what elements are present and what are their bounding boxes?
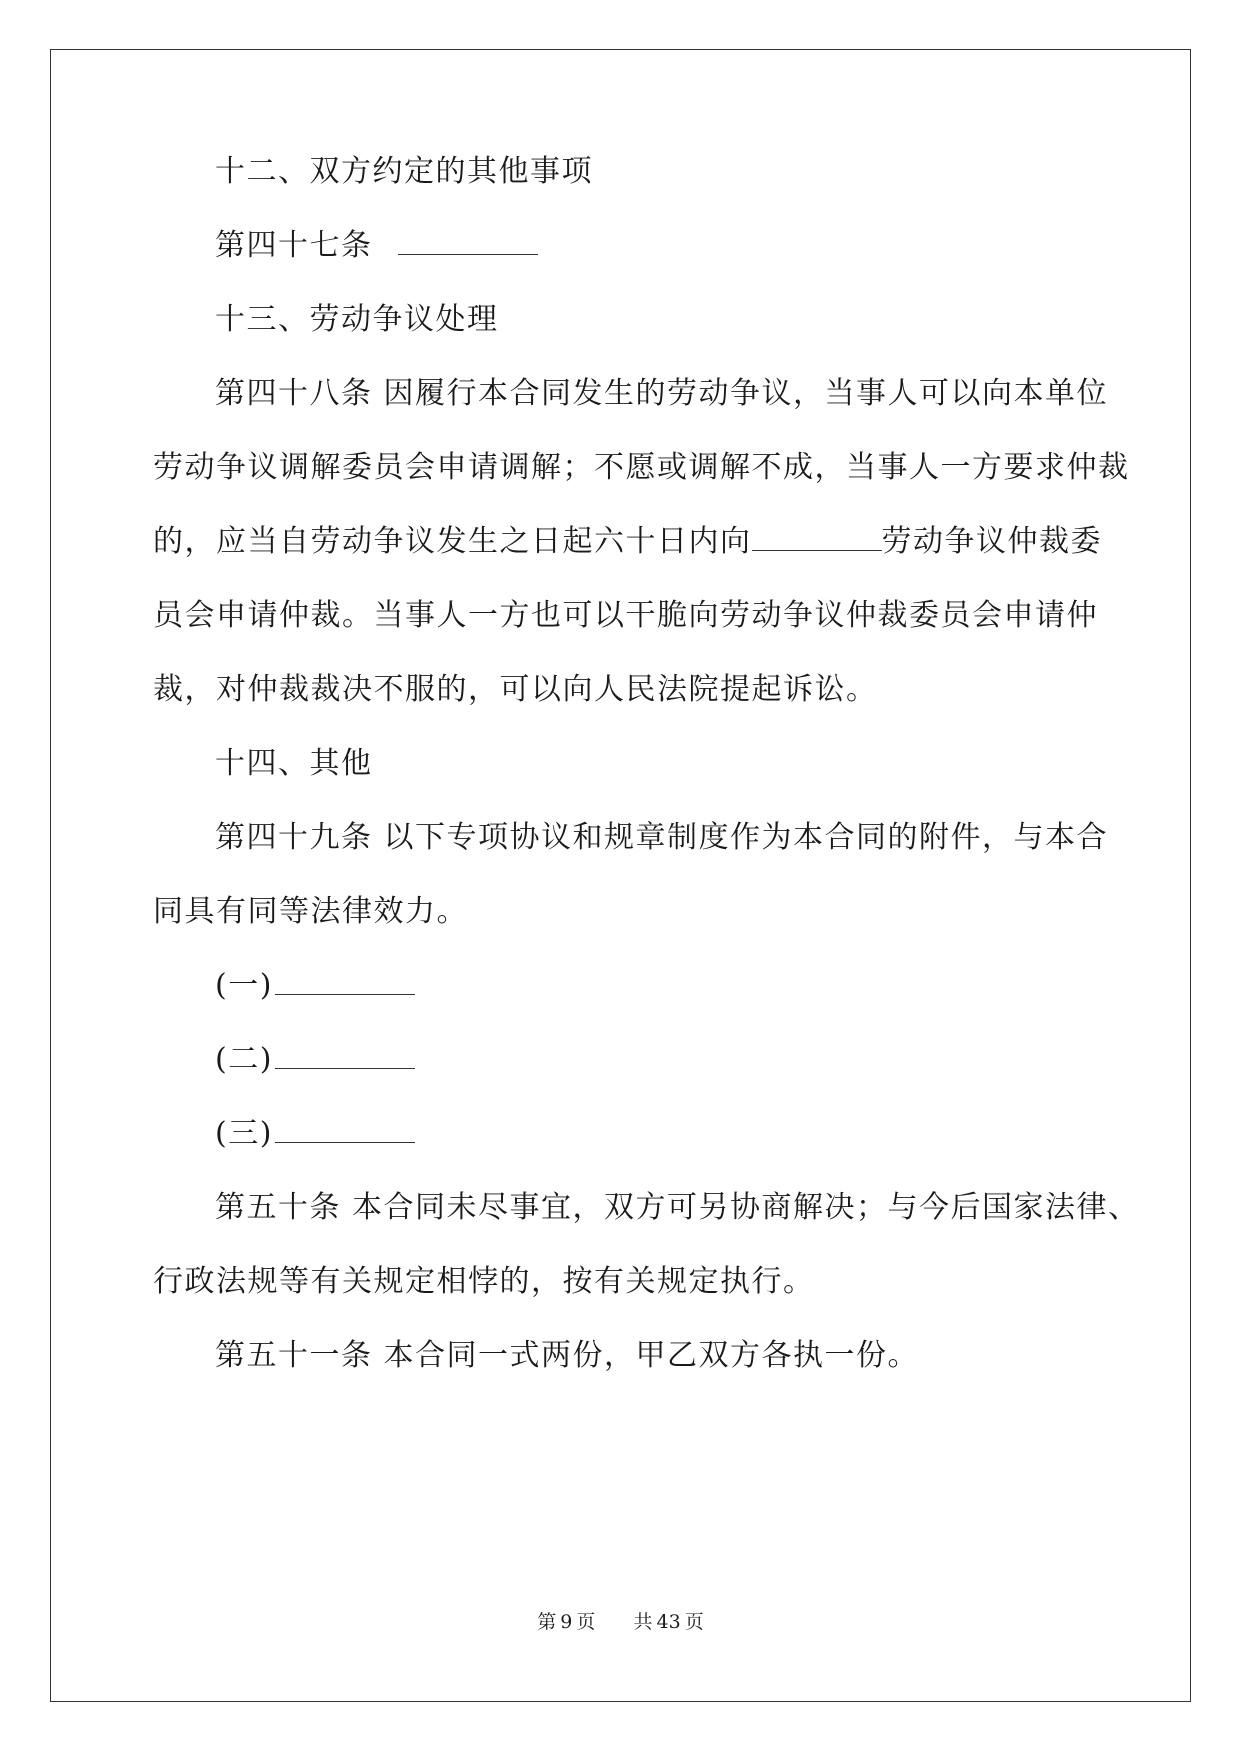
page-footer	[0, 1610, 1241, 1634]
annex-item-2	[215, 1040, 415, 1080]
annex-item-label: (三)	[215, 1116, 273, 1151]
page-border	[50, 49, 1191, 1702]
article-48-line-3	[153, 522, 1102, 562]
section-heading-12	[215, 152, 593, 192]
annex-item-1	[215, 966, 415, 1006]
article-48-line-5	[153, 670, 878, 710]
article-48-line-2	[153, 448, 1130, 488]
total-pages-indicator	[632, 1611, 706, 1633]
paragraph-text: 第五十一条 本合同一式两份，甲乙双方各执一份。	[215, 1338, 920, 1373]
annex-item-3	[215, 1114, 415, 1154]
article-50-line-1	[215, 1188, 1140, 1228]
section-heading-text: 十二、双方约定的其他事项	[215, 154, 593, 189]
annex-item-label: (一)	[215, 968, 273, 1003]
section-heading-14	[215, 744, 373, 784]
section-heading-13	[215, 300, 499, 340]
paragraph-text: 第四十九条 以下专项协议和规章制度作为本合同的附件，与本合	[215, 820, 1109, 855]
footer-text: 共	[633, 1611, 653, 1633]
article-49-line-2	[153, 892, 468, 932]
footer-text: 页	[684, 1611, 704, 1633]
arbitration-committee-blank[interactable]	[752, 522, 882, 551]
article-48-line-1	[215, 374, 1108, 414]
article-47-blank[interactable]	[398, 226, 538, 255]
paragraph-text: 第四十八条 因履行本合同发生的劳动争议，当事人可以向本单位	[215, 376, 1109, 411]
annex-item-label: (二)	[215, 1042, 273, 1077]
paragraph-text: 劳动争议调解委员会申请调解；不愿或调解不成，当事人一方要求仲裁	[153, 450, 1130, 485]
section-heading-text: 十三、劳动争议处理	[215, 302, 499, 337]
current-page-number: 9	[560, 1611, 573, 1633]
paragraph-text: 员会申请仲裁。当事人一方也可以干脆向劳动争议仲裁委员会申请仲	[153, 598, 1098, 633]
section-heading-text: 十四、其他	[215, 746, 373, 781]
paragraph-text: 第五十条 本合同未尽事宜，双方可另协商解决；与今后国家法律、	[215, 1190, 1140, 1225]
article-49-line-1	[215, 818, 1108, 858]
total-page-count: 43	[656, 1611, 681, 1633]
paragraph-text: 的，应当自劳动争议发生之日起六十日内向	[153, 524, 752, 559]
article-50-line-2	[153, 1262, 815, 1302]
annex-item-3-blank[interactable]	[275, 1114, 415, 1143]
article-47	[215, 226, 538, 266]
footer-text: 页	[576, 1611, 596, 1633]
paragraph-text: 劳动争议仲裁委	[881, 524, 1102, 559]
footer-text: 第	[537, 1611, 557, 1633]
paragraph-text: 同具有同等法律效力。	[153, 894, 468, 929]
page-number-indicator	[535, 1611, 597, 1633]
annex-item-2-blank[interactable]	[275, 1040, 415, 1069]
paragraph-text: 裁，对仲裁裁决不服的，可以向人民法院提起诉讼。	[153, 672, 878, 707]
article-51	[215, 1336, 919, 1376]
paragraph-text: 行政法规等有关规定相悖的，按有关规定执行。	[153, 1264, 815, 1299]
article-48-line-4	[153, 596, 1098, 636]
annex-item-1-blank[interactable]	[275, 966, 415, 995]
article-47-label: 第四十七条	[215, 228, 373, 263]
